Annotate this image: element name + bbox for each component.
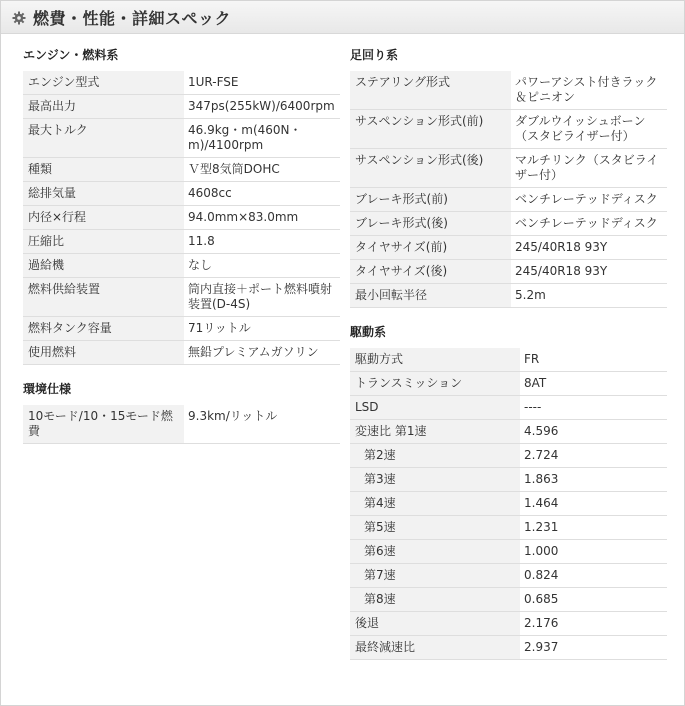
table-row: [350, 540, 667, 564]
spec-label: エンジン型式: [23, 71, 184, 95]
spec-value: 4.596: [520, 420, 667, 444]
spec-value: 4608cc: [184, 182, 340, 206]
spec-value: 1.000: [520, 540, 667, 564]
section-title-drivetrain: 駆動系: [350, 325, 387, 339]
table-row: [23, 182, 340, 206]
right-column: [350, 47, 667, 660]
spec-label: 第8速: [350, 588, 520, 612]
table-row: [350, 420, 667, 444]
spec-label: 燃料タンク容量: [23, 317, 184, 341]
gear-icon: [12, 10, 26, 24]
suspension-spec-table: [350, 71, 667, 308]
spec-value: パワーアシスト付きラック＆ピニオン: [511, 71, 667, 110]
table-row: [23, 254, 340, 278]
table-row: [350, 71, 667, 110]
spec-label: 駆動方式: [350, 348, 520, 372]
spec-value: ベンチレーテッドディスク: [511, 212, 667, 236]
table-row: [350, 516, 667, 540]
spec-label: ブレーキ形式(前): [350, 188, 511, 212]
table-row: [350, 636, 667, 660]
environment-spec-table: [23, 405, 340, 444]
spec-value: 8AT: [520, 372, 667, 396]
panel-header: [1, 1, 684, 34]
spec-label: 種類: [23, 158, 184, 182]
spec-label: 使用燃料: [23, 341, 184, 365]
table-row: [350, 236, 667, 260]
spec-label: トランスミッション: [350, 372, 520, 396]
table-row: [23, 341, 340, 365]
table-row: [23, 317, 340, 341]
spec-label: 第5速: [350, 516, 520, 540]
spec-label: 最小回転半径: [350, 284, 511, 308]
section-title-engine: エンジン・燃料系: [23, 48, 119, 62]
spec-label: ステアリング形式: [350, 71, 511, 110]
spec-value: 245/40R18 93Y: [511, 260, 667, 284]
spec-value: 1UR-FSE: [184, 71, 340, 95]
spec-value: 1.231: [520, 516, 667, 540]
spec-label: 内径×行程: [23, 206, 184, 230]
spec-label: 第3速: [350, 468, 520, 492]
spec-value: 0.685: [520, 588, 667, 612]
spec-label: タイヤサイズ(前): [350, 236, 511, 260]
table-row: [350, 110, 667, 149]
drivetrain-spec-table: [350, 348, 667, 660]
table-row: [350, 396, 667, 420]
table-row: [350, 188, 667, 212]
spec-label: 最高出力: [23, 95, 184, 119]
spec-value: 2.724: [520, 444, 667, 468]
table-row: [23, 95, 340, 119]
spec-label: サスペンション形式(後): [350, 149, 511, 188]
table-row: [350, 348, 667, 372]
spec-value: なし: [184, 254, 340, 278]
spec-value: 筒内直接＋ポート燃料噴射装置(D-4S): [184, 278, 340, 317]
spec-label: 最終減速比: [350, 636, 520, 660]
spec-value: 9.3km/リットル: [184, 405, 340, 444]
spec-value: 245/40R18 93Y: [511, 236, 667, 260]
spec-value: 1.464: [520, 492, 667, 516]
spec-label: LSD: [350, 396, 520, 420]
table-row: [350, 212, 667, 236]
spec-label: タイヤサイズ(後): [350, 260, 511, 284]
spec-value: 0.824: [520, 564, 667, 588]
spec-label: 変速比 第1速: [350, 420, 520, 444]
spec-value: マルチリンク（スタビライザー付）: [511, 149, 667, 188]
spec-label: 最大トルク: [23, 119, 184, 158]
spec-label: 燃料供給装置: [23, 278, 184, 317]
spec-value: 94.0mm×83.0mm: [184, 206, 340, 230]
table-row: [350, 468, 667, 492]
table-row: [23, 158, 340, 182]
spec-label: 総排気量: [23, 182, 184, 206]
spec-label: 第4速: [350, 492, 520, 516]
table-row: [350, 372, 667, 396]
table-row: [23, 119, 340, 158]
spec-value: 2.937: [520, 636, 667, 660]
table-row: [350, 492, 667, 516]
spec-label: 圧縮比: [23, 230, 184, 254]
spec-value: 71リットル: [184, 317, 340, 341]
section-title-environment: 環境仕様: [23, 382, 72, 396]
spec-value: 無鉛プレミアムガソリン: [184, 341, 340, 365]
table-row: [23, 405, 340, 444]
spec-label: 10モード/10・15モード燃費: [23, 405, 184, 444]
table-row: [350, 260, 667, 284]
spec-value: ----: [520, 396, 667, 420]
spec-label: サスペンション形式(前): [350, 110, 511, 149]
table-row: [350, 564, 667, 588]
left-column: [23, 47, 340, 444]
spec-value: 347ps(255kW)/6400rpm: [184, 95, 340, 119]
page-title: 燃費・性能・詳細スペック: [33, 8, 232, 28]
table-row: [350, 612, 667, 636]
table-row: [350, 444, 667, 468]
table-row: [23, 206, 340, 230]
spec-value: ダブルウイッシュボーン（スタビライザー付）: [511, 110, 667, 149]
spec-label: 後退: [350, 612, 520, 636]
spec-label: 第2速: [350, 444, 520, 468]
spec-label: 過給機: [23, 254, 184, 278]
spec-value: ベンチレーテッドディスク: [511, 188, 667, 212]
spec-value: 1.863: [520, 468, 667, 492]
spec-label: ブレーキ形式(後): [350, 212, 511, 236]
section-title-suspension: 足回り系: [350, 48, 399, 62]
table-row: [350, 284, 667, 308]
spec-value: 46.9kg・m(460N・m)/4100rpm: [184, 119, 340, 158]
spec-value: FR: [520, 348, 667, 372]
table-row: [350, 588, 667, 612]
table-row: [350, 149, 667, 188]
spec-value: 2.176: [520, 612, 667, 636]
spec-label: 第7速: [350, 564, 520, 588]
table-row: [23, 230, 340, 254]
engine-spec-table: [23, 71, 340, 365]
spec-value: 5.2m: [511, 284, 667, 308]
spec-value: Ｖ型8気筒DOHC: [184, 158, 340, 182]
spec-label: 第6速: [350, 540, 520, 564]
spec-value: 11.8: [184, 230, 340, 254]
table-row: [23, 71, 340, 95]
table-row: [23, 278, 340, 317]
